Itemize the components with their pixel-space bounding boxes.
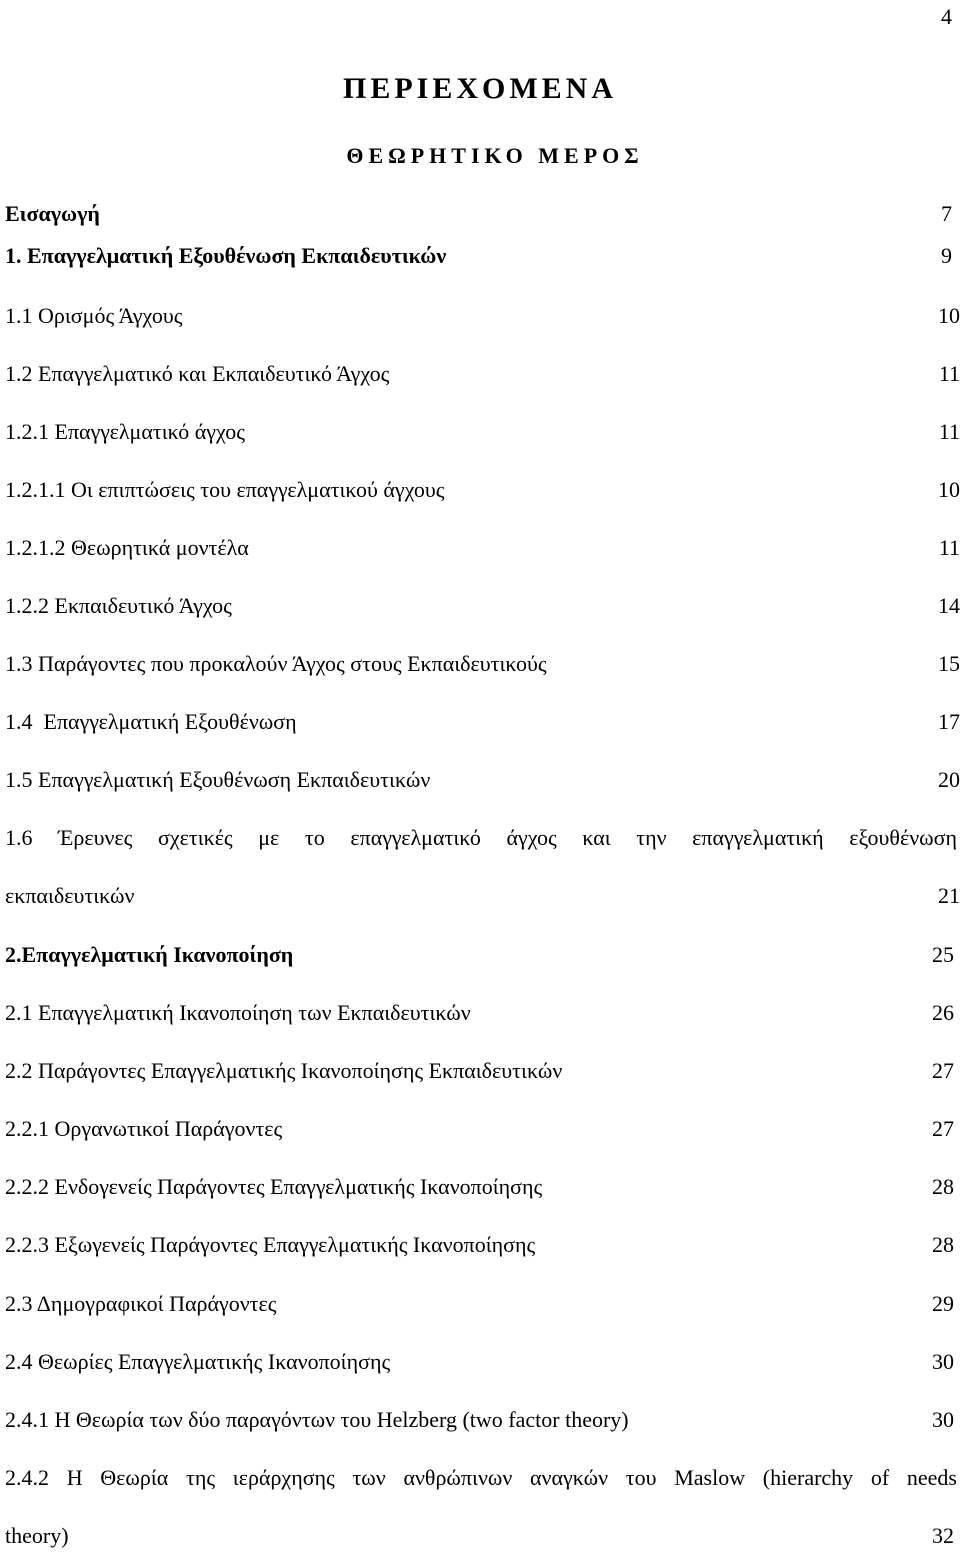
toc-entry-page: 11 — [938, 535, 960, 560]
toc-entry-label: 1.2.1.1 Οι επιπτώσεις του επαγγελματικού άγχους — [5, 477, 445, 502]
toc-entry-label-line2: theory) — [5, 1523, 69, 1548]
toc-entry-page: 15 — [938, 651, 960, 676]
toc-entry-label: 2.4.1 Η Θεωρία των δύο παραγόντων του Helzberg (two factor theory) — [5, 1407, 629, 1432]
toc-entry-page: 28 — [932, 1174, 954, 1199]
toc-entry-page: 29 — [932, 1291, 954, 1316]
toc-entry-label-line1: 2.4.2 Η Θεωρία της ιεράρχησης των ανθρώπινων αναγκών του Maslow (hierarchy of needs — [5, 1465, 957, 1490]
toc-entry-page: 27 — [932, 1058, 954, 1083]
toc-entry-label: 2.4 Θεωρίες Επαγγελματικής Ικανοποίησης — [5, 1349, 391, 1374]
toc-entry-label: 1.2 Επαγγελματικό και Εκπαιδευτικό Άγχος — [5, 361, 390, 386]
toc-entry-page: 11 — [938, 361, 960, 386]
toc-entry-label: 1.2.1 Επαγγελματικό άγχος — [5, 419, 245, 444]
toc-entry-label: 1.5 Επαγγελματική Εξουθένωση Εκπαιδευτικών — [5, 767, 431, 792]
toc-entry-label: 2.1 Επαγγελματική Ικανοποίηση των Εκπαιδευτικών — [5, 1000, 471, 1025]
toc-entry-label: 2.3 Δημογραφικοί Παράγοντες — [5, 1291, 277, 1316]
toc-entry-label: 2.2.2 Ενδογενείς Παράγοντες Επαγγελματικής Ικανοποίησης — [5, 1174, 543, 1199]
toc-entry-label: 1.1 Ορισμός Άγχους — [5, 303, 183, 328]
toc-entry-page: 9 — [941, 243, 952, 268]
toc-entry-page: 20 — [938, 767, 960, 792]
toc-entry-page: 21 — [938, 883, 960, 908]
toc-entry-page: 32 — [932, 1523, 954, 1548]
toc-entry-label: 2.2.1 Οργανωτικοί Παράγοντες — [5, 1116, 283, 1141]
page-number: 4 — [941, 4, 952, 29]
page-title: ΠΕΡΙΕΧΟΜΕΝΑ — [342, 72, 617, 105]
toc-entry-page: 10 — [938, 477, 960, 502]
toc-entry-label: 1.3 Παράγοντες που προκαλούν Άγχος στους Εκπαιδευτικούς — [5, 651, 547, 676]
toc-entry-label: Εισαγωγή — [5, 201, 100, 226]
toc-entry-page: 14 — [938, 593, 960, 618]
toc-entry-page: 25 — [932, 942, 954, 967]
toc-entry-page: 30 — [932, 1349, 954, 1374]
toc-entry-page: 27 — [932, 1116, 954, 1141]
toc-entry-page: 17 — [938, 709, 960, 734]
toc-entry-page: 26 — [932, 1000, 954, 1025]
toc-entry-label: 2.2.3 Εξωγενείς Παράγοντες Επαγγελματικής Ικανοποίησης — [5, 1232, 536, 1257]
toc-entry-page: 11 — [938, 419, 960, 444]
toc-entry-label: 1.2.2 Εκπαιδευτικό Άγχος — [5, 593, 232, 618]
toc-entry-page: 10 — [938, 303, 960, 328]
toc-entry-label: 2.Επαγγελματική Ικανοποίηση — [5, 942, 294, 967]
toc-entry-page: 7 — [941, 201, 952, 226]
section-subtitle: ΘΕΩΡΗΤΙΚΟ ΜΕΡΟΣ — [346, 143, 644, 168]
toc-entry-page: 28 — [932, 1232, 954, 1257]
toc-entry-label-line1: 1.6 Έρευνες σχετικές με το επαγγελματικό άγχος και την επαγγελματική εξουθένωση — [5, 825, 957, 850]
toc-entry-label: 1.4 Επαγγελματική Εξουθένωση — [5, 709, 297, 734]
toc-entry-label: 2.2 Παράγοντες Επαγγελματικής Ικανοποίησης Εκπαιδευτικών — [5, 1058, 563, 1083]
toc-entry-label: 1.2.1.2 Θεωρητικά μοντέλα — [5, 535, 249, 560]
toc-entry-label-line2: εκπαιδευτικών — [5, 883, 135, 908]
toc-entry-page: 30 — [932, 1407, 954, 1432]
toc-entry-label: 1. Επαγγελματική Εξουθένωση Εκπαιδευτικών — [5, 243, 447, 268]
